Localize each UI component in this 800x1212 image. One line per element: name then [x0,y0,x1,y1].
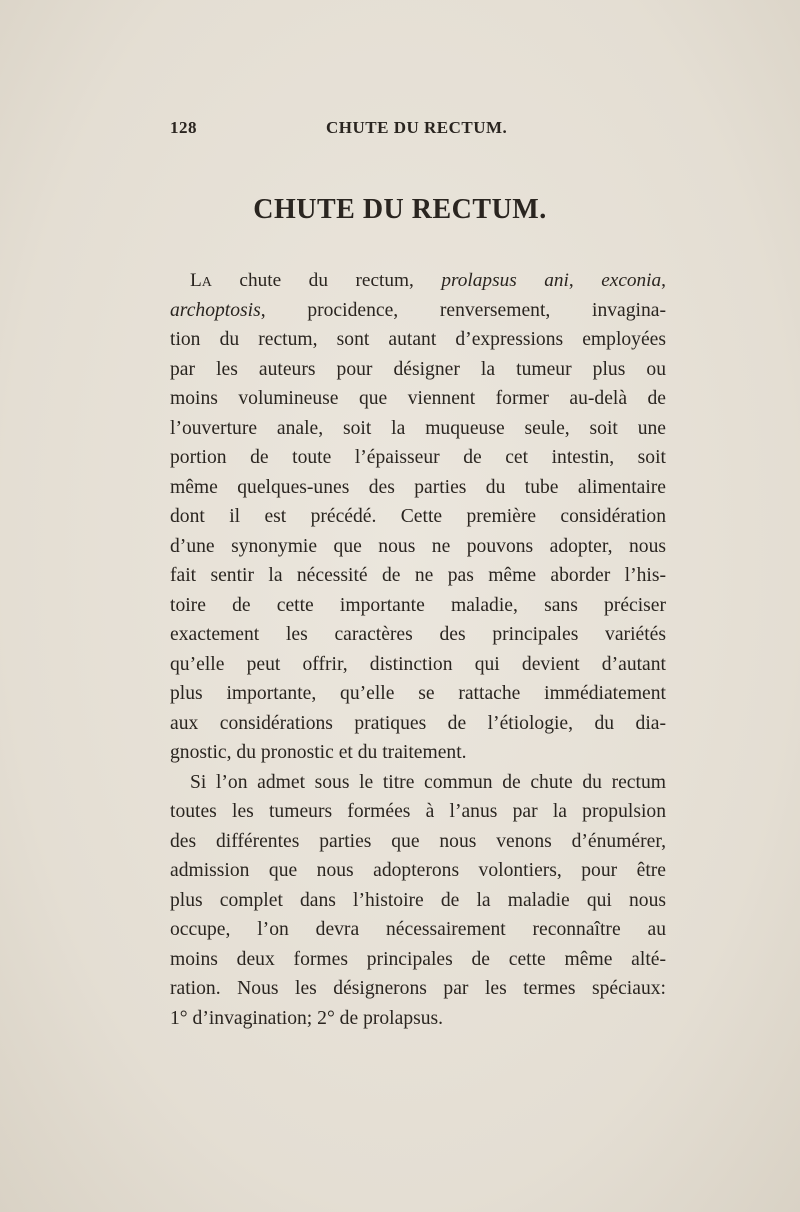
text-line: toutes les tumeurs formées à l’anus par la propulsion [170,801,666,822]
body-text [170,266,666,1033]
text-line: occupe, l’on devra nécessairement reconnaître au [170,919,666,940]
text-line: La chute du rectum, prolapsus ani, exconia, [190,270,666,291]
text-line: des différentes parties que nous venons d’énumérer, [170,830,666,852]
text-line: ration. Nous les désignerons par les termes spéciaux: [170,978,666,999]
text-line: moins volumineuse que viennent former au-delà de [170,388,666,409]
chapter-title: CHUTE DU RECTUM. [253,194,547,225]
text-line: moins deux formes principales de cette même alté- [170,948,666,970]
text-line: aux considérations pratiques de l’étiologie, du dia- [170,712,666,734]
text-line: plus complet dans l’histoire de la maladie qui nous [170,889,666,911]
text-line: d’une synonymie que nous ne pouvons adopter, nous [170,535,666,557]
running-head [170,118,670,142]
text-line: fait sentir la nécessité de ne pas même aborder l’his- [170,565,666,586]
running-title: CHUTE DU RECTUM. [326,118,508,137]
text-line: dont il est précédé. Cette première considération [170,506,666,527]
text-line: tion du rectum, sont autant d’expressions employées [170,329,666,350]
text-line: admission que nous adopterons volontiers, pour être [170,860,666,881]
text-line: portion de toute l’épaisseur de cet intestin, soit [170,447,666,468]
text-line: par les auteurs pour désigner la tumeur plus ou [170,358,666,380]
page-number: 128 [170,118,197,137]
text-line: même quelques-unes des parties du tube alimentaire [170,476,666,498]
lead-word: La [190,270,212,291]
text-line: toire de cette importante maladie, sans préciser [170,594,666,616]
text-line: plus importante, qu’elle se rattache immédiatement [170,683,666,704]
text-line: qu’elle peut offrir, distinction qui devient d’autant [170,653,666,675]
text-line: archoptosis, procidence, renversement, invagina- [170,299,666,321]
text-line: gnostic, du pronostic et du traitement. [170,742,467,763]
text-line: l’ouverture anale, soit la muqueuse seule, soit une [170,417,666,439]
text-line: Si l’on admet sous le titre commun de chute du rectum [190,771,666,793]
text-line: 1° d’invagination; 2° de prolapsus. [170,1007,444,1029]
text-line: exactement les caractères des principales variétés [170,624,666,645]
